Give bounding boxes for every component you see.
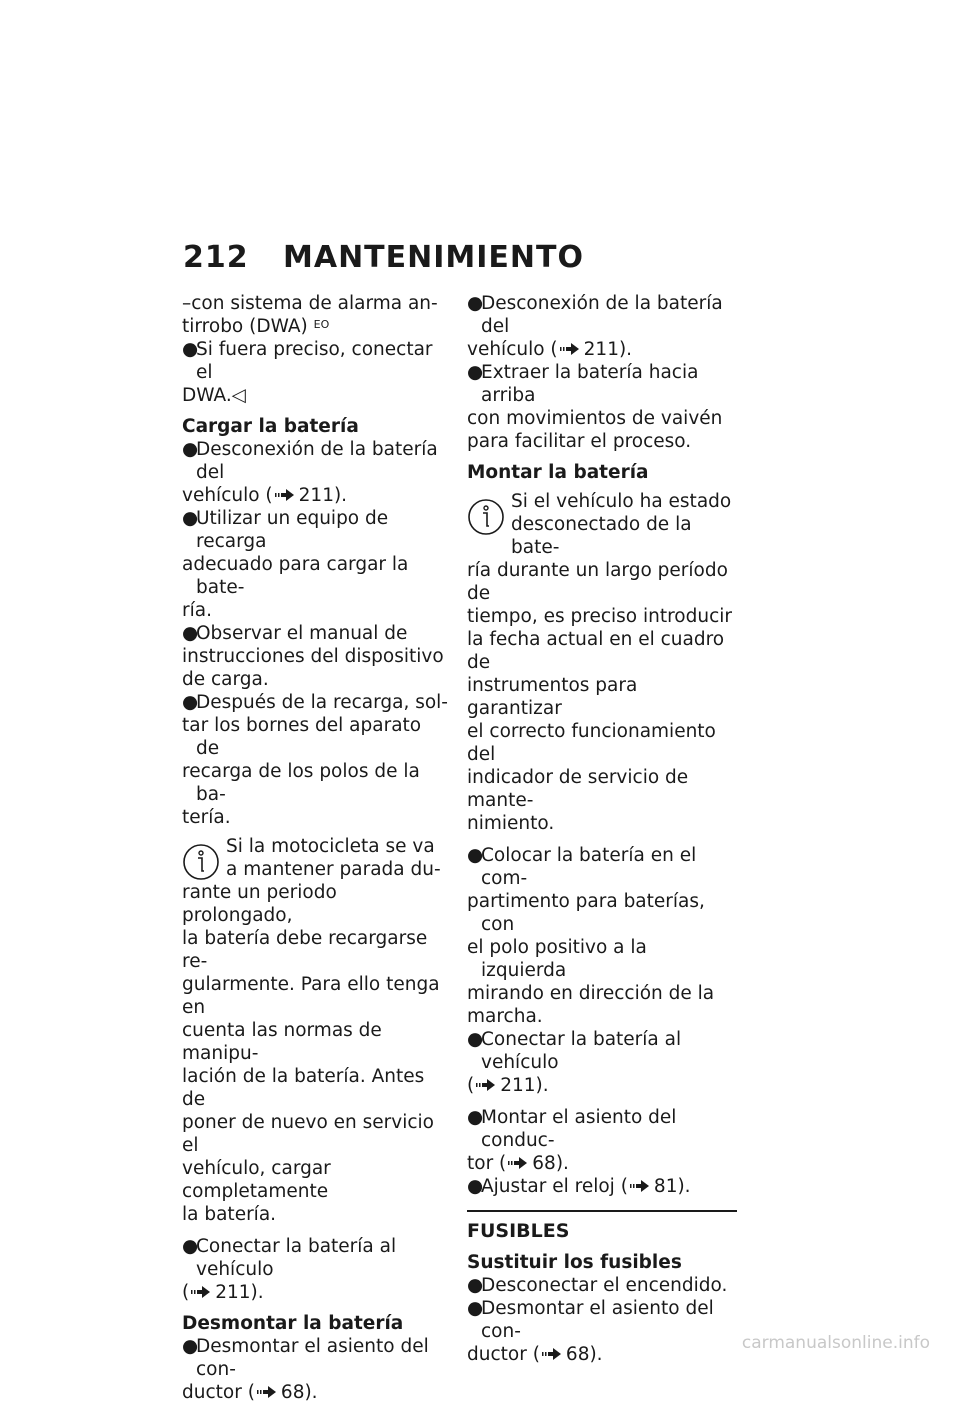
page-reference-arrow-icon [542, 1347, 562, 1361]
list-item: ●Desmontar el asiento del con- ductor ( 68). [467, 1298, 714, 1365]
list-item: ●Montar el asiento del conduc- tor ( 68). [467, 1107, 677, 1174]
list-item: ●Ajustar el reloj ( 81). [467, 1176, 691, 1197]
bullet-icon: ● [467, 1298, 484, 1319]
page-header [183, 240, 584, 275]
list-item: ●Si fuera preciso, conectar el DWA.◁ [182, 339, 433, 406]
page-link[interactable]: 211). [500, 1075, 549, 1096]
section-heading-montar: Montar la batería [467, 462, 649, 483]
page-reference-arrow-icon [630, 1179, 650, 1193]
bullet-icon: ● [182, 1236, 199, 1257]
bullet-icon: ● [182, 1336, 199, 1357]
bullet-icon: ● [182, 339, 199, 360]
bullet-icon: ● [467, 293, 484, 314]
page-link[interactable]: 211). [298, 485, 348, 506]
bullet-icon: ● [467, 845, 484, 866]
bullet-icon: ● [182, 692, 199, 713]
section-title: MANTENIMIENTO [283, 240, 584, 275]
page-reference-arrow-icon [191, 1285, 211, 1299]
list-item: ●Conectar la batería al vehículo ( 211). [467, 1029, 682, 1096]
section-heading-fusibles: FUSIBLES [467, 1220, 570, 1242]
list-item: ●Desconexión de la batería del vehículo ( 211). [182, 439, 438, 506]
left-column [182, 292, 450, 1404]
list-item: ●Desconectar el encendido. [467, 1275, 728, 1296]
page-link[interactable]: 68). [565, 1344, 603, 1365]
equipment-option-mark: EO [313, 318, 330, 331]
info-icon [467, 498, 505, 536]
bullet-icon: ● [182, 439, 199, 460]
info-note: Si el vehículo ha estado desconectado de la bate- ría durante un largo período de tiempo, es preciso introducir la fecha actual en el cuadro de instrumentos para garantizar el correcto funcionamiento del indicador de servicio de mante- nimiento. [467, 491, 733, 834]
list-item: ●Extraer la batería hacia arriba con movimientos de vaivén para facilitar el proceso. [467, 362, 723, 452]
page-link[interactable]: 211). [215, 1282, 264, 1303]
list-item: ●Después de la recarga, sol- tar los bornes del aparato de recarga de los polos de la ba- tería. [182, 692, 448, 828]
info-note: Si la motocicleta se va a mantener parada du- rante un periodo prolongado, la batería debe recargarse re- gularmente. Para ello tenga en cuenta las normas de manipu- lación de la batería. Antes de poner de nuevo en servicio el vehículo, cargar completamente la batería. [182, 836, 441, 1225]
section-heading-cargar: Cargar la batería [182, 416, 359, 437]
list-item: ●Observar el manual de instrucciones del dispositivo de carga. [182, 623, 444, 690]
list-item: ●Utilizar un equipo de recarga adecuado para cargar la bate- ría. [182, 508, 409, 621]
list-item: ●Desmontar el asiento del con- ductor ( 68). [182, 1336, 429, 1403]
bullet-icon: ● [467, 1275, 484, 1296]
bullet-icon: ● [467, 1176, 484, 1197]
page-reference-arrow-icon [508, 1156, 528, 1170]
page-link[interactable]: 81). [653, 1176, 691, 1197]
page-reference-arrow-icon [257, 1385, 277, 1399]
page-reference-arrow-icon [476, 1078, 496, 1092]
section-heading-sustituir: Sustituir los fusibles [467, 1252, 682, 1273]
section-heading-desmontar: Desmontar la batería [182, 1313, 404, 1334]
bullet-icon: ● [182, 623, 199, 644]
right-column [467, 292, 737, 1366]
page-number: 212 [183, 240, 249, 275]
bullet-icon: ● [467, 362, 484, 383]
list-item: –con sistema de alarma an- tirrobo (DWA) $^{EO}$ [182, 293, 438, 337]
info-icon [182, 843, 220, 881]
bullet-icon: ● [182, 508, 199, 529]
list-item: ●Desconexión de la batería del vehículo ( 211). [467, 293, 723, 360]
page-link[interactable]: 68). [280, 1382, 318, 1403]
bullet-icon: ● [467, 1107, 484, 1128]
bullet-icon: ● [467, 1029, 484, 1050]
section-divider [467, 1210, 737, 1212]
page-reference-arrow-icon [275, 488, 295, 502]
list-item: ●Conectar la batería al vehículo ( 211). [182, 1236, 397, 1303]
watermark: carmanualsonline.info [741, 1333, 930, 1353]
page-reference-arrow-icon [560, 342, 580, 356]
page-link[interactable]: 211). [583, 339, 633, 360]
page-link[interactable]: 68). [532, 1153, 569, 1174]
list-item: ●Colocar la batería en el com- partimento para baterías, con el polo positivo a la izquierda mirando en dirección de la marcha. [467, 845, 715, 1027]
